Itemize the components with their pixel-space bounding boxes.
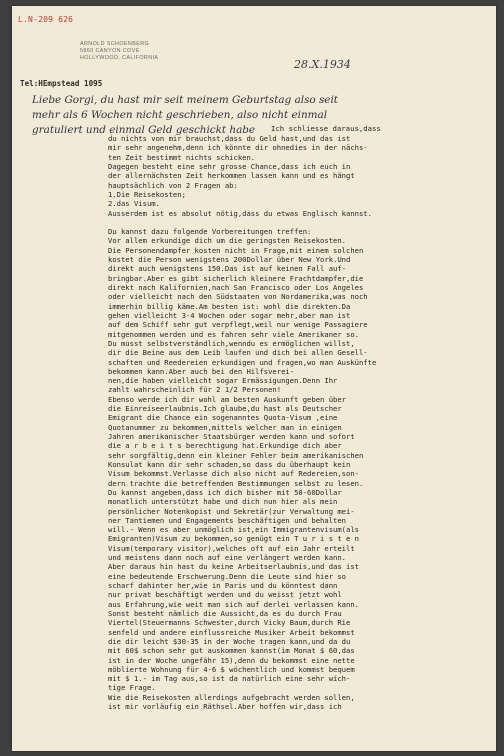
typed-line: die dir leicht $30-35 in der Woche tragen kann,und da du bbox=[108, 636, 351, 646]
typed-line: Aber daraus hin hast du keine Arbeitserlaubnis,und das ist bbox=[108, 562, 359, 572]
typed-line: bekommen kann.Aber auch bei den Hilfsverei- bbox=[108, 366, 295, 376]
typed-line: direkt nach Kalifornien,nach San Francisco oder Los Angeles bbox=[108, 283, 364, 292]
typed-line: will.- Wenn es aber unmöglich ist,ein Immigrantenvisum(als bbox=[108, 525, 359, 535]
typed-line: Konsulat kann dir sehr schaden,so dass du überhaupt kein bbox=[108, 459, 351, 469]
handwritten-line: gratuliert und einmal Geld geschickt habe bbox=[32, 124, 256, 136]
typed-line: Emigranten)Visum zu bekommen,so genügt ein T u r i s t e n bbox=[108, 534, 359, 544]
typed-line: mir sehr angenehm,denn ich könnte dir ohnedies in der nächs- bbox=[108, 143, 368, 153]
typed-line: senfeld und andere einflussreiche Musiker Arbeit bekommst bbox=[108, 627, 355, 637]
typed-line: mit $ 1.- im Tag aus,so ist da natürlich eine sehr wich- bbox=[108, 674, 351, 684]
typed-line: aus Erfahrung,wie weit man sich auf derlei verlassen kann. bbox=[108, 599, 359, 609]
typed-line: Quotanummer zu bekommen,mittels welcher man in einigen bbox=[108, 422, 342, 432]
letter-page bbox=[12, 6, 496, 751]
handwritten-line: Liebe Gorgi, du hast mir seit meinem Geburtstag also seit bbox=[32, 94, 338, 106]
typed-line: nur privat beschäftigt werden und du weisst jetzt wohl bbox=[108, 590, 342, 600]
typed-line: und meistens dann noch auf eine verlängert werden kann. bbox=[108, 553, 346, 563]
typed-line: Ebenso werde ich dir wohl am besten Auskunft geben über bbox=[108, 394, 346, 404]
typed-line: Emigrant die Chance ein sogenanntes Quota-Visum ,eine bbox=[108, 413, 338, 423]
typed-line: hauptsächlich von 2 Fragen ab: bbox=[108, 180, 238, 190]
typed-line: Ausserdem ist es absolut nötig,dass du etwas Englisch kannst. bbox=[108, 208, 372, 218]
typed-letter-body bbox=[108, 134, 376, 711]
typed-line: mit 60$ schon sehr gut auskommen kannst(im Monat $ 60,das bbox=[108, 646, 355, 656]
typed-line: monatlich unterstützt habe und dich nun hier als mein bbox=[108, 497, 338, 507]
typed-line: direkt auch wenigstens 150.Das ist auf keinen Fall auf- bbox=[108, 264, 346, 274]
handwritten-line: mehr als 6 Wochen nicht geschrieben, also nicht einmal bbox=[32, 109, 328, 121]
typed-line: Du kannst dazu folgende Vorbereitungen treffen: bbox=[108, 227, 312, 237]
typed-line: Du kannst angeben,dass ich dich bisher mit 50-60Dollar bbox=[108, 487, 342, 497]
telephone-line: Tel:HEmpstead 1095 bbox=[20, 79, 103, 88]
typed-line: die Einreiseerlaubnis.Ich glaube,du hast als Deutscher bbox=[108, 404, 342, 414]
typed-line: Visum(temporary visitor),welches oft auf ein Jahr erteilt bbox=[108, 543, 355, 553]
handwritten-date: 28.X.1934 bbox=[294, 58, 351, 71]
typed-line: Du musst selbstverständlich,wenndu es ermöglichen willst, bbox=[108, 338, 355, 348]
typed-line: scharf dahinter her,wie in Paris und du könntest dann bbox=[108, 581, 338, 590]
typed-line: gehen vielleicht 3-4 Wochen oder sogar mehr,aber man ist bbox=[108, 310, 351, 320]
typed-line: zahlt wahrscheinlich für 2 1/2 Personen! bbox=[108, 385, 282, 395]
typed-line: schaften und Reedereien erkundigen und fragen,wo man Auskünfte bbox=[108, 357, 377, 367]
typed-line: der allernächsten Zeit herkommen lassen kann und es hängt bbox=[108, 171, 355, 181]
typed-line: möblierte Wohnung für 4-6 $ wöchentlich und kommst bequem bbox=[108, 664, 355, 674]
typed-line: eine bedeutende Erschwerung.Denn die Leute sind hier so bbox=[108, 571, 346, 581]
typed-line: ist in der Woche ungefähr 15),denn du bekommst eine nette bbox=[108, 655, 355, 665]
typed-line: bringbar.Aber es gibt sicherlich kleinere Frachtdampfer,die bbox=[108, 273, 364, 283]
typed-line: dern trachte die betreffenden Bestimmungen selbst zu lesen. bbox=[108, 478, 364, 488]
typed-line: Wie die Reisekosten allerdings aufgebracht werden sollen, bbox=[108, 692, 355, 702]
typed-line: 2.das Visum. bbox=[108, 199, 160, 209]
typed-line: Jahren amerikanischer Staatsbürger werden kann und sofort bbox=[108, 432, 355, 441]
typed-line: 1.Die Reisekosten; bbox=[108, 189, 186, 199]
letterhead-line: ARNOLD SCHOENBERG bbox=[80, 41, 150, 47]
letterhead-line: 5860 CANYON COVE bbox=[80, 48, 140, 54]
typed-line: ist mir vorläufig ein Räthsel.Aber hoffen wir,dass ich bbox=[108, 702, 342, 712]
typed-line: persönlicher Notenkopist und Sekretär(zur Verwaltung mei- bbox=[108, 506, 355, 516]
typed-line: ten Zeit bestimmt nichts schicken. bbox=[108, 152, 256, 162]
typed-line: mitgenommen werden und es fahren sehr viele Amerikaner so. bbox=[108, 329, 359, 339]
typed-line: du nichts von mir brauchst,dass du Geld hast,und das ist bbox=[108, 134, 351, 143]
letterhead-line: HOLLYWOOD, CALIFORNIA bbox=[80, 55, 159, 61]
typed-line: Viertel(Steuermanns Schwester,durch Vicky Baum,durch Rie bbox=[108, 618, 351, 628]
typed-line: dir die Beine aus dem Leib laufen und dich bei allen Gesell- bbox=[108, 348, 368, 358]
typed-line: Visum bekommst.Verlasse dich also nicht auf Redereien,son- bbox=[108, 469, 359, 479]
typed-line: oder vielleicht nach den Südstaaten von Nordamerika,was noch bbox=[108, 292, 368, 302]
typed-line: tige Frage. bbox=[108, 683, 156, 693]
letterhead bbox=[80, 41, 158, 62]
typed-line bbox=[108, 218, 376, 227]
typed-line: Dagegen besteht eine sehr grosse Chance,dass ich euch in bbox=[108, 161, 351, 171]
typed-line: sehr sorgfältig,denn ein kleiner Fehler beim amerikanischen bbox=[108, 450, 364, 460]
typed-line: Sonst besteht nämlich die Aussicht,da es du durch Frau bbox=[108, 608, 342, 618]
typed-first-line: Ich schliesse daraus,dass bbox=[271, 124, 381, 133]
archive-number: L.N-209 626 bbox=[18, 15, 74, 24]
typed-line: Vor allem erkundige dich um die geringsten Reisekosten. bbox=[108, 236, 346, 246]
typed-line: auf dem Schiff sehr gut verpflegt,weil nur wenige Passagiere bbox=[108, 320, 368, 330]
typed-line: kostet die Person wenigstens 200Dollar über New York.Und bbox=[108, 255, 351, 265]
typed-line: nen,die haben vielleicht sogar Ermässigungen.Denn Ihr bbox=[108, 376, 338, 386]
typed-line: immerhin billig käme.Am besten ist: wohl die direkten.Da bbox=[108, 301, 351, 311]
typed-line: die a r b e i t s berechtigung hat.Erkundige dich aber bbox=[108, 441, 342, 451]
typed-line: Die Personendampfer kosten nicht in Frage,mit einem solchen bbox=[108, 245, 364, 255]
typed-line: ner Tantiemen und Engagements beschäftigen und behalten bbox=[108, 515, 346, 525]
